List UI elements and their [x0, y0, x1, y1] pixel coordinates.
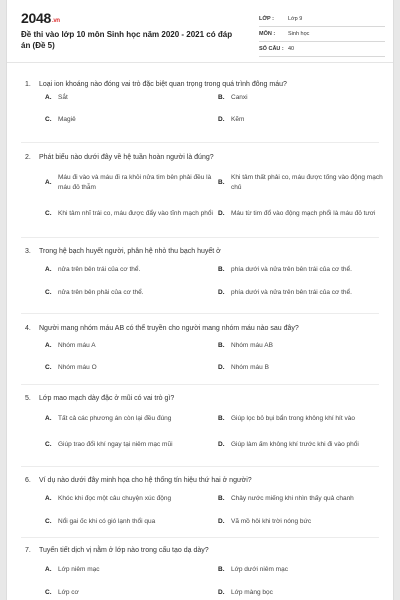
- option-text: nửa trên bên trái của cơ thể.: [58, 266, 141, 273]
- option-text: phía dưới và nửa trên bên trái của cơ thể.: [231, 289, 352, 296]
- option-letter: D.: [218, 210, 225, 217]
- option-text: Nhóm máu O: [58, 364, 97, 371]
- option-letter: B.: [218, 566, 225, 573]
- option-letter: C.: [45, 518, 52, 525]
- question-divider: [21, 384, 379, 385]
- option-text: Giúp làm ấm không khí trước khi đi vào phổi: [231, 441, 359, 448]
- option-letter: C.: [45, 364, 52, 371]
- info-label: LỚP :: [259, 16, 274, 22]
- option-text: Khi tâm nhĩ trái co, máu được đẩy vào tĩnh mạch phổi: [58, 210, 213, 217]
- option-letter: D.: [218, 289, 225, 296]
- option-text: Giúp lọc bỏ bụi bẩn trong không khí hít vào: [231, 415, 355, 422]
- question-divider: [21, 237, 379, 238]
- info-label: SỐ CÂU :: [259, 46, 284, 52]
- option-text: Lớp niêm mạc: [58, 566, 100, 573]
- option-text: Lớp dưới niêm mạc: [231, 566, 288, 573]
- option-letter: D.: [218, 116, 225, 123]
- option-letter: A.: [45, 566, 52, 573]
- info-row-count: [259, 42, 385, 57]
- question-text: [25, 546, 380, 556]
- answer-option[interactable]: [218, 494, 388, 504]
- answer-option[interactable]: [45, 588, 215, 598]
- option-text: Kẽm: [231, 116, 245, 123]
- document-header: [7, 0, 393, 63]
- question-number: 2.: [25, 154, 31, 161]
- logo-suffix: .vn: [51, 18, 60, 24]
- option-letter: D.: [218, 441, 225, 448]
- answer-option[interactable]: [45, 341, 215, 351]
- answer-option[interactable]: [45, 93, 215, 103]
- answer-option[interactable]: [45, 115, 215, 125]
- question-divider: [21, 142, 379, 143]
- option-text: Nổi gai ốc khi có gió lạnh thổi qua: [58, 518, 156, 525]
- answer-option[interactable]: [218, 93, 388, 103]
- question-divider: [21, 466, 379, 467]
- question-number: 7.: [25, 547, 31, 554]
- info-panel: [259, 12, 385, 57]
- question-number: 1.: [25, 81, 31, 88]
- answer-option[interactable]: [45, 265, 215, 275]
- document-title: Đề thi vào lớp 10 môn Sinh học năm 2020 - 2021 có đáp án (Đề 5): [21, 30, 233, 50]
- answer-option[interactable]: [45, 288, 215, 298]
- document-page: [6, 0, 394, 600]
- question-divider: [21, 313, 379, 314]
- info-row-class: [259, 12, 385, 27]
- question-text: [25, 247, 380, 257]
- logo-main: 2048: [21, 10, 51, 26]
- answer-option[interactable]: [218, 414, 388, 424]
- option-text: Giúp trao đổi khí ngay tại niêm mạc mũi: [58, 441, 173, 448]
- question-text: [25, 80, 380, 90]
- answer-option[interactable]: [45, 565, 215, 575]
- answer-option[interactable]: [218, 115, 388, 125]
- question-body: Loại ion khoáng nào đóng vai trò đặc biệt quan trọng trong quá trình đông máu?: [39, 81, 287, 88]
- answer-option[interactable]: [45, 363, 215, 373]
- question-body: Phát biểu nào dưới đây về hệ tuần hoàn người là đúng?: [39, 154, 214, 161]
- info-value: Sinh học: [288, 31, 310, 37]
- question-number: 3.: [25, 248, 31, 255]
- answer-option[interactable]: [45, 494, 215, 504]
- option-text: Tất cả các phương án còn lại đều đúng: [58, 415, 172, 422]
- option-text: nửa trên bên phải của cơ thể.: [58, 289, 144, 296]
- question-body: Tuyến tiết dịch vị nằm ở lớp nào trong cấu tạo dạ dày?: [39, 547, 209, 554]
- info-value: 40: [288, 46, 295, 52]
- option-text: Chảy nước miếng khi nhìn thấy quả chanh: [231, 495, 354, 502]
- answer-option[interactable]: [45, 414, 215, 424]
- question-body: Lớp mao mạch dày đặc ở mũi có vai trò gì?: [39, 395, 175, 402]
- question-text: [25, 324, 380, 334]
- answer-option[interactable]: [218, 588, 388, 598]
- question-text: [25, 153, 380, 163]
- option-letter: A.: [45, 266, 52, 273]
- option-letter: B.: [218, 342, 225, 349]
- option-letter: C.: [45, 589, 52, 596]
- option-text: phía dưới và nửa trên bên trái của cơ thể.: [231, 266, 352, 273]
- question-body: Người mang nhóm máu AB có thể truyền cho người mang nhóm máu nào sau đây?: [39, 325, 299, 332]
- option-letter: C.: [45, 289, 52, 296]
- option-letter: A.: [45, 495, 52, 502]
- answer-option[interactable]: [218, 209, 388, 219]
- question-text: [25, 394, 380, 404]
- option-letter: C.: [45, 441, 52, 448]
- option-letter: D.: [218, 589, 225, 596]
- option-text: Lớp cơ: [58, 589, 79, 596]
- question-divider: [21, 537, 379, 538]
- option-text: Máu từ tim đổ vào động mạch phổi là máu đỏ tươi: [231, 210, 376, 217]
- answer-option[interactable]: [218, 265, 388, 275]
- option-text: Vã mồ hôi khi trời nóng bức: [231, 518, 312, 525]
- question-text: [25, 476, 380, 486]
- option-letter: B.: [218, 495, 225, 502]
- option-text: Khi tâm thất phải co, máu được tống vào động mạch chủ: [231, 174, 383, 191]
- option-text: Lớp màng bọc: [231, 589, 273, 596]
- option-letter: C.: [45, 210, 52, 217]
- answer-option[interactable]: [218, 517, 388, 527]
- answer-option[interactable]: [218, 173, 388, 193]
- option-letter: A.: [45, 415, 52, 422]
- option-letter: D.: [218, 364, 225, 371]
- question-number: 4.: [25, 325, 31, 332]
- answer-option[interactable]: [218, 341, 388, 351]
- info-value: Lớp 9: [288, 16, 303, 22]
- option-text: Nhóm máu AB: [231, 342, 273, 349]
- option-letter: A.: [45, 179, 52, 186]
- answer-option[interactable]: [218, 440, 388, 450]
- option-letter: B.: [218, 415, 225, 422]
- option-letter: D.: [218, 518, 225, 525]
- option-letter: B.: [218, 94, 225, 101]
- question-body: Trong hệ bạch huyết người, phân hệ nhỏ thu bạch huyết ở: [39, 248, 221, 255]
- option-text: Nhóm máu B: [231, 364, 269, 371]
- option-letter: A.: [45, 94, 52, 101]
- option-text: Canxi: [231, 94, 248, 101]
- option-letter: B.: [218, 266, 225, 273]
- question-number: 6.: [25, 477, 31, 484]
- answer-option[interactable]: [45, 173, 215, 193]
- option-text: Magiê: [58, 116, 76, 123]
- info-label: MÔN :: [259, 31, 276, 37]
- option-text: Máu đi vào và máu đi ra khỏi nửa tim bên phải đều là máu đỏ thẫm: [58, 174, 212, 191]
- answer-option[interactable]: [45, 209, 215, 219]
- option-text: Khóc khi đọc một câu chuyện xúc động: [58, 495, 172, 502]
- site-logo[interactable]: [21, 10, 60, 26]
- answer-option[interactable]: [45, 440, 215, 450]
- option-letter: C.: [45, 116, 52, 123]
- answer-option[interactable]: [218, 565, 388, 575]
- question-number: 5.: [25, 395, 31, 402]
- option-letter: A.: [45, 342, 52, 349]
- answer-option[interactable]: [218, 288, 388, 298]
- question-body: Ví dụ nào dưới đây minh họa cho hệ thống tín hiệu thứ hai ở người?: [39, 477, 252, 484]
- info-row-subject: [259, 27, 385, 42]
- option-text: Nhóm máu A: [58, 342, 96, 349]
- option-text: Sắt: [58, 94, 68, 101]
- answer-option[interactable]: [45, 517, 215, 527]
- option-letter: B.: [218, 179, 225, 186]
- answer-option[interactable]: [218, 363, 388, 373]
